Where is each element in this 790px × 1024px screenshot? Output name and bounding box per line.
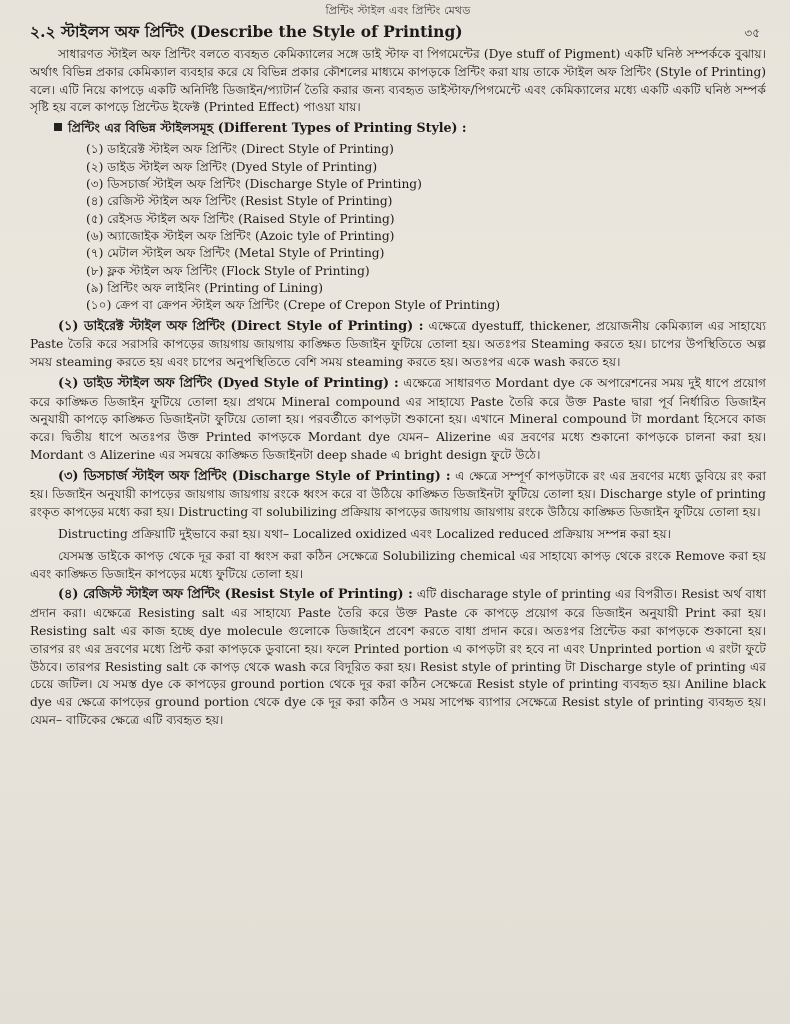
types-heading [54,120,766,140]
list-item: (৩) ডিসচার্জ স্টাইল অফ প্রিন্টিং (Discharge Style of Printing) [86,176,422,191]
list-item: (১০) ক্রেপ বা ক্রেপন স্টাইল অফ প্রিন্টিং (Crepe of Crepon Style of Printing) [86,298,501,313]
direct-style-title: (১) ডাইরেক্ট স্টাইল অফ প্রিন্টিং (Direct Style of Printing) : [58,318,424,334]
discharge-style-paragraph [30,468,766,522]
discharge-note-2: যেসমস্ত ডাইকে কাপড় থেকে দূর করা বা ধ্বংস করা কঠিন সেক্ষেত্রে Solubilizing chemical এর সাহায্যে কাপড় থেকে রংকে Remove করা হয় এবং কাঙ্ক্ষিত ডিজাইন কাপড়ের মধ্যে ফুটিয়ে তোলা হয়। [30,548,766,581]
dyed-style-body: এক্ষেত্রে সাধারণত Mordant dye কে অপারেশনের সময় দুই ধাপে প্রয়োগ করে কাঙ্ক্ষিত ডিজাইন ফুটিয়ে তোলা হয়। প্রথমে Mineral compound এর সাহায্যে Paste তৈরি করে উক্ত Paste দ্বারা পূর্ব নির্ধারিত ডিজাইন অনুযায়ী কাপড়ে কাঙ্ক্ষিত ডিজাইনটা ফুটিয়ে তোলা হয়। পরবর্তীতে কাপড়টা শুকানো হয়। এখানে Mineral compound টা mordant হিসেবে কাজ করে। দ্বিতীয় ধাপে অতঃপর উক্ত Printed কাপড়কে Mordant dye যেমন– Alizerine এর দ্রবণের মধ্যে শুকানো কাপড়কে চালনা করা হয়। Mordant ও Alizerine এর সমন্বয়ে কাঙ্ক্ষিত ডিজাইনটা deep shade এ bright design ফুটে উঠে। [30,375,766,462]
dyed-style-title: (২) ডাইড স্টাইল অফ প্রিন্টিং (Dyed Style of Printing) : [58,375,399,391]
page-number: ৩৫ [744,26,760,40]
resist-style-title: (৪) রেজিস্ট স্টাইল অফ প্রিন্টিং (Resist Style of Printing) : [58,587,413,603]
list-item: (৭) মেটাল স্টাইল অফ প্রিন্টিং (Metal Style of Printing) [86,246,385,261]
running-header [30,4,766,18]
list-item: (২) ডাইড স্টাইল অফ প্রিন্টিং (Dyed Style of Printing) [86,159,378,174]
discharge-style-body: এ ক্ষেত্রে সম্পূর্ণ কাপড়টাকে রং এর দ্রবণের মধ্যে ডুবিয়ে রং করা হয়। ডিজাইন অনুযায়ী কাপড়ের জায়গায় জায়গায় রংকে ধ্বংস করে বা উঠিয়ে কাঙ্ক্ষিত ডিজাইনটা ফুটিয়ে তোলা হয়। Discharge style of printing রংকৃত কাপড়ের মধ্যে করা হয়। Distructing বা solubilizing প্রক্রিয়ায় কাপড়ের জায়গায় জায়গায় রংকে উঠিয়ে কাঙ্ক্ষিত ডিজাইন ফুটিয়ে তোলা হয়। [30,468,766,520]
list-item: (৫) রেইসড স্টাইল অফ প্রিন্টিং (Raised Style of Printing) [86,211,395,226]
square-bullet-icon [54,123,62,131]
running-header-title: প্রিন্টিং স্টাইল এবং প্রিন্টিং মেথড [325,3,471,17]
list-item: (১) ডাইরেক্ট স্টাইল অফ প্রিন্টিং (Direct Style of Printing) [86,142,394,157]
list-item: (৪) রেজিস্ট স্টাইল অফ প্রিন্টিং (Resist Style of Printing) [86,194,393,209]
discharge-style-title: (৩) ডিসচার্জ স্টাইল অফ প্রিন্টিং (Discharge Style of Printing) : [58,468,451,484]
printing-styles-list [30,141,766,314]
intro-paragraph: সাধারণত স্টাইল অফ প্রিন্টিং বলতে ব্যবহৃত কেমিক্যালের সঙ্গে ডাই স্টাফ বা পিগমেন্টের (Dye stuff of Pigment) একটি ঘনিষ্ঠ সম্পর্ককে বুঝায়। অর্থাৎ বিভিন্ন প্রকার কেমিক্যাল ব্যবহার করে যে বিভিন্ন প্রকার কৌশলের মাধ্যমে কাপড়কে প্রিন্টিং করা যায় তাকে স্টাইল অফ প্রিন্টিং (Style of Printing) বলে। এটি নিয়ে কাপড়ে একটি অনির্দিষ্ট ডিজাইন/প্যাটার্ন তৈরি করার জন্য ব্যবহৃত ডাইস্টাফ/পিগমেন্টে এবং কেমিক্যালের মধ্যে একটি একটি ঘনিষ্ঠ সম্পর্ক সৃষ্টি হয় বলে কাপড়ে প্রিন্টেড ইফেক্ট (Printed Effect) পাওয়া যায়। [30,47,766,115]
list-item: (৬) অ্যাজোইক স্টাইল অফ প্রিন্টিং (Azoic tyle of Printing) [86,228,395,243]
direct-style-paragraph [30,318,766,372]
dyed-style-paragraph [30,375,766,465]
section-heading-row [30,20,766,46]
types-heading-text: প্রিন্টিং এর বিভিন্ন স্টাইলসমূহ (Different Types of Printing Style) : [68,120,467,136]
list-item: (৯) প্রিন্টিং অফ লাইনিং (Printing of Lining) [86,280,323,295]
section-title: ২.২ স্টাইলস অফ প্রিন্টিং (Describe the Style of Printing) [30,22,463,41]
discharge-note-1: Distructing প্রক্রিয়াটি দুইভাবে করা হয়। যথা– Localized oxidized এবং Localized reduced প্রক্রিয়ায় সম্পন্ন করা হয়। [58,527,671,542]
list-item: (৮) ফ্লক স্টাইল অফ প্রিন্টিং (Flock Style of Printing) [86,263,370,278]
resist-style-paragraph [30,586,766,729]
direct-style-body: এক্ষেত্রে dyestuff, thickener, প্রয়োজনীয় কেমিক্যাল এর সাহায্যে Paste তৈরি করে সরাসরি কাপড়ের জায়গায় জায়গায় কাঙ্ক্ষিত ডিজাইন ফুটিয়ে তোলা হয়। অতঃপর Steaming করতে হয়। চাপের উপস্থিতিতে অল্প সময় steaming করতে হয় এবং চাপের অনুপস্থিতিতে বেশি সময় steaming করতে হয়। অতঃপর একে wash করতে হয়। [30,318,766,370]
resist-style-body: এটি discharage style of printing এর বিপরীত। Resist অর্থ বাধা প্রদান করা। এক্ষেত্রে Resisting salt এর সাহায্যে Paste তৈরি করে উক্ত Paste কে কাপড়ে প্রয়োগ করে ডিজাইন অনুযায়ী Print করা হয়। Resisting salt এর কাজ হচ্ছে dye molecule গুলোকে ডিজাইনে প্রবেশ করতে বাধা প্রদান করে। অতঃপর প্রিন্টেড করা কাপড়কে শুকানো হয়। তারপর রং এর দ্রবণের মধ্যে প্রিন্ট করা কাপড়কে ডুবানো হয়। ফলে Printed portion এ কাপড়টা রং হবে না এবং Unprinted portion এ রংটা ফুটে উঠবে। তারপর Resisting salt কে কাপড় থেকে wash করে বিদূরিত করা হয়। Resist style of printing টা Discharge style of printing এর চেয়ে জটিল। যে সমস্ত dye কে কাপড়ের ground portion থেকে দূর করা কঠিন সেক্ষেত্রে Resist style of printing ব্যবহৃত হয়। Aniline black dye এর ক্ষেত্রে কাপড়ের ground portion থেকে dye কে দূর করা কঠিন ও সময় সাপেক্ষ ব্যাপার সেক্ষেত্রে Resist style of printing ব্যবহৃত হয়। যেমন– বাটিকের ক্ষেত্রে এটি ব্যবহৃত হয়। [30,587,767,728]
